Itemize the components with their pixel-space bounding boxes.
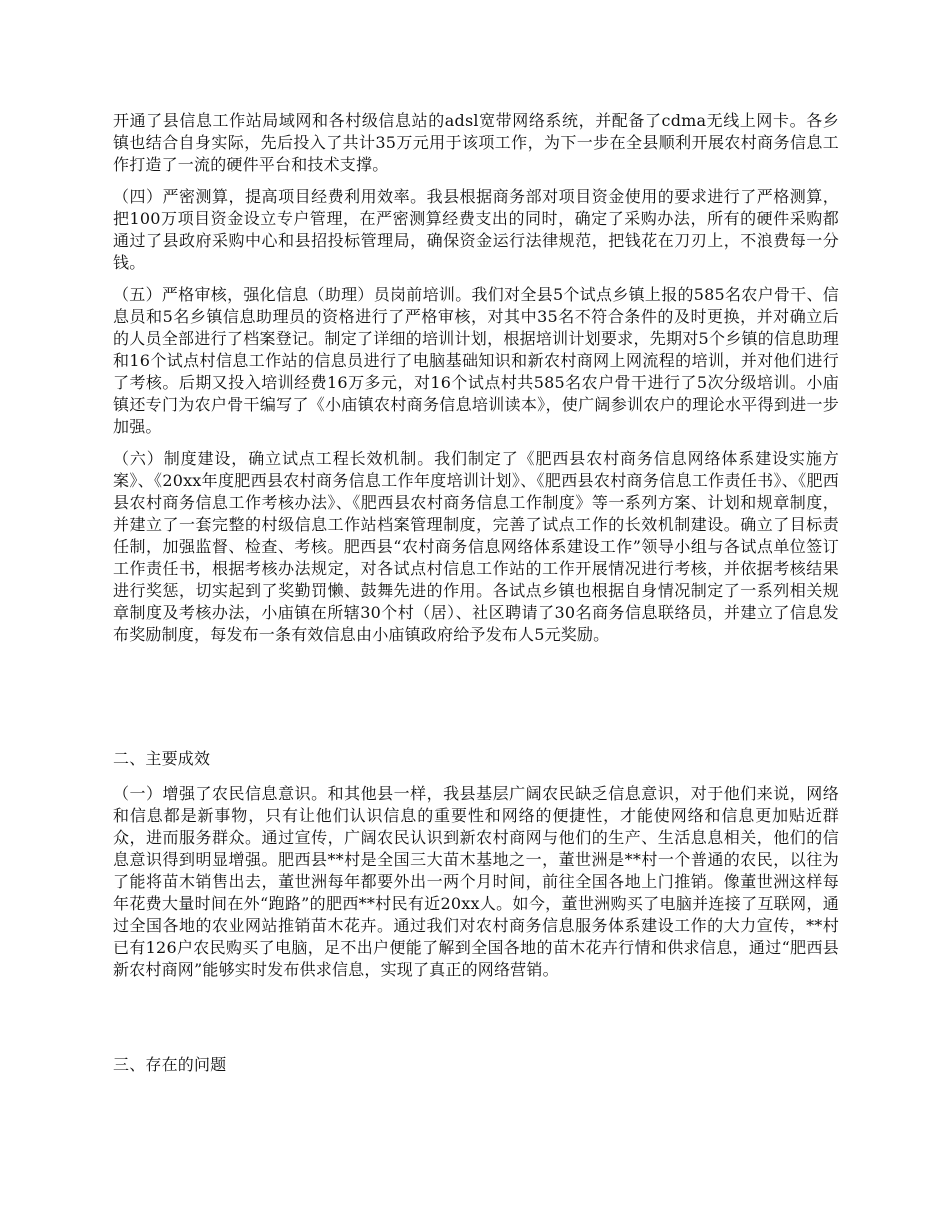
paragraph-achievement: （一）增强了农民信息意识。和其他县一样，我县基层广阔农民缺乏信息意识，对于他们来说，网络和信息都是新事物，只有让他们认识信息的重要性和网络的便捷性，才能使网络和信息更加贴近群众，进而服务群众。通过宣传，广阔农民认识到新农村商网与他们的生产、生活息息相关，他们的信息意识得到明显增强。肥西县**村是全国三大苗木基地之一，董世洲是**村一个普通的农民，以往为了能将苗木销售出去，董世洲每年都要外出一两个月时间，前往全国各地上门推销。像董世洲这样每年花费大量时间在外“跑路”的肥西**村民有近20xx人。如今，董世洲购买了电脑并连接了互联网，通过全国各地的农业网站推销苗木花卉。通过我们对农村商务信息服务体系建设工作的大力宣传，**村已有126户农民购买了电脑，足不出户便能了解到全国各地的苗木花卉行情和供求信息，通过“肥西县新农村商网”能够实时发布供求信息，实现了真正的网络营销。 [113, 784, 839, 979]
paragraph-institution: （六）制度建设，确立试点工程长效机制。我们制定了《肥西县农村商务信息网络体系建设实施方案》、《20xx年度肥西县农村商务信息工作年度培训计划》、《肥西县农村商务信息工作责任书》、《肥西县农村商务信息工作考核办法》、《肥西县农村商务信息工作制度》等一系列方案、计划和规章制度，并建立了一套完整的村级信息工作站档案管理制度，完善了试点工作的长效机制建设。确立了目标责任制，加强监督、检查、考核。肥西县“农村商务信息网络体系建设工作”领导小组与各试点单位签订工作责任书，根据考核办法规定，对各试点村信息工作站的工作开展情况进行考核，并依据考核结果进行奖惩，切实起到了奖勤罚懒、鼓舞先进的作用。各试点乡镇也根据自身情况制定了一系列相关规章制度及考核办法，小庙镇在所辖30个村（居）、社区聘请了30名商务信息联络员，并建立了信息发布奖励制度，每发布一条有效信息由小庙镇政府给予发布人5元奖励。 [113, 449, 839, 644]
document-body-top [113, 110, 839, 656]
section-heading-achievements: 二、主要成效 [113, 749, 211, 768]
document-body-achievements [113, 783, 839, 991]
paragraph-training: （五）严格审核，强化信息（助理）员岗前培训。我们对全县5个试点乡镇上报的585名农户骨干、信息员和5名乡镇信息助理员的资格进行了严格审核，对其中35名不符合条件的及时更换，并对确立后的人员全部进行了档案登记。制定了详细的培训计划，根据培训计划要求，先期对5个乡镇的信息助理和16个试点村信息工作站的信息员进行了电脑基础知识和新农村商网上网流程的培训，并对他们进行了考核。后期又投入培训经费16万多元，对16个试点村共585名农户骨干进行了5次分级培训。小庙镇还专门为农户骨干编写了《小庙镇农村商务信息培训读本》，使广阔参训农户的理论水平得到进一步加强。 [113, 285, 839, 436]
section-heading-problems: 三、存在的问题 [113, 1055, 227, 1074]
paragraph-budget: （四）严密测算，提高项目经费利用效率。我县根据商务部对项目资金使用的要求进行了严格测算，把100万项目资金设立专户管理，在严密测算经费支出的同时，确定了采购办法，所有的硬件采购都通过了县政府采购中心和县招投标管理局，确保资金运行法律规范，把钱花在刀刃上，不浪费每一分钱。 [113, 187, 839, 272]
paragraph-hardware: 开通了县信息工作站局域网和各村级信息站的adsl宽带网络系统，并配备了cdma无线上网卡。各乡镇也结合自身实际，先后投入了共计35万元用于该项工作，为下一步在全县顺利开展农村商务信息工作打造了一流的硬件平台和技术支撑。 [113, 111, 839, 174]
